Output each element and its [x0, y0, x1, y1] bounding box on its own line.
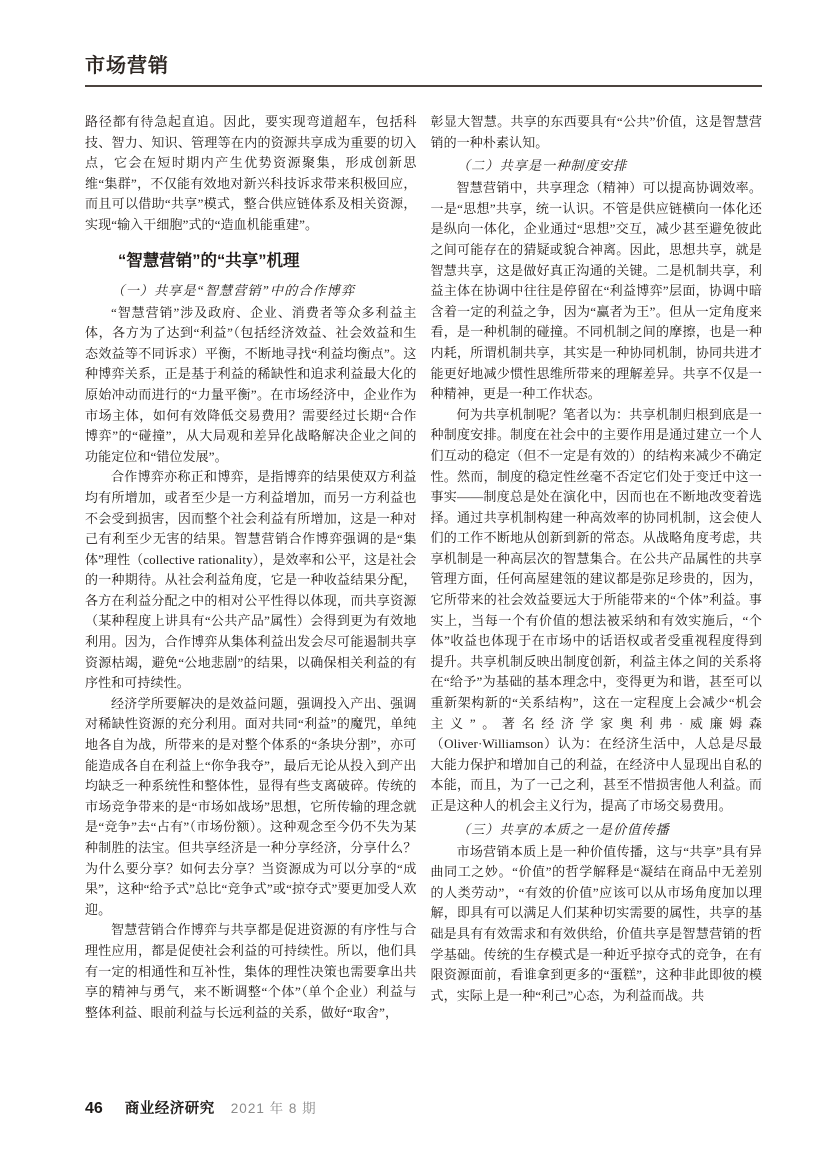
paragraph: 经济学所要解决的是效益问题，强调投入产出、强调对稀缺性资源的充分利用。面对共同“利益”的魔咒，单纯地各自为战，所带来的是对整个体系的“条块分割”，亦可能造成各自在利益上“你争我夺”，最后无论从投入到产出均缺乏一种系统性和整体性，显得有些支离破碎。传统的市场竞争带来的是“市场如战场”思想，它所传输的理念就是“竞争”去“占有”（市场份额）。这种观念至今仍不失为某种制胜的法宝。但共享经济是一种分享经济，分享什么？为什么要分享？如何去分享？当资源成为可以分享的“成果”，这种“给予式”总比“竞争式”或“掠夺式”要更加受人欢迎。 [85, 695, 417, 917]
section-heading: “智慧营销”的“共享”机理 [118, 251, 300, 270]
subsection-heading-1: （一）共享是“智慧营销”中的合作博弈 [111, 282, 356, 298]
page-header [85, 54, 762, 87]
subsection-heading-3: （三）共享的本质之一是价值传播 [456, 821, 670, 837]
paragraph: 何为共享机制呢？笔者以为：共享机制归根到底是一种制度安排。制度在社会中的主要作用是通过建立一个人们互动的稳定（但不一定是有效的）的结构来减少不确定性。然而，制度的稳定性丝毫不否定它们处于变迁中这一事实——制度总是处在演化中，因而也在不断地改变着选择。通过共享机制构建一种高效率的协同机制，这会使人们的工作不断地从创新到新的常态。从战略角度考虑，共享机制是一种高层次的智慧集合。在公共产品属性的共享管理方面，任何高屋建瓴的建议都是弥足珍贵的，因为，它所带来的社会效益要远大于所能带来的“个体”利益。事实上，当每一个有价值的想法被采纳和有效实施后，“个体”收益也体现于在市场中的话语权或者受重视程度得到提升。共享机制反映出制度创新，利益主体之间的关系将在“给予”为基础的基本理念中，变得更为和谐，甚至可以重新架构新的“关系结构”，这在一定程度上会减少“机会主义”。著名经济学家奥利弗·威廉姆森（Oliver·Williamson）认为：在经济生活中，人总是尽最大能力保护和增加自己的利益，在经济中人显现出自私的本能，而且，为了一己之利，甚至不惜损害他人利益。而正是这种人的机会主义行为，提高了市场交易费用。 [430, 406, 762, 813]
paragraph: 市场营销本质上是一种价值传播，这与“共享”具有异曲同工之妙。“价值”的哲学解释是“凝结在商品中无差别的人类劳动”，“有效的价值”应该可以从市场角度加以理解，即具有可以满足人们某种切实需要的属性，共享的基础是具有有效需求和有效供给，价值共享是智慧营销的哲学基础。传统的生存模式是一种近乎掠夺式的竞争，在有限资源面前，看谁拿到更多的“蛋糕”，这种非此即彼的模式，实际上是一种“利己”心态，为利益而战。共 [430, 843, 762, 1003]
page-footer [85, 1097, 317, 1118]
paragraph: “智慧营销”涉及政府、企业、消费者等众多利益主体，各方为了达到“利益”（包括经济效益、社会效益和生态效益等不同诉求）平衡，不断地寻找“利益均衡点”。这种博弈关系，正是基于利益的稀缺性和追求利益最大化的原始冲动而进行的“力量平衡”。在市场经济中，企业作为市场主体，如何有效降低交易费用？需要经过长期“合作博弈”的“碰撞”，从大局观和差异化战略解决企业之间的功能定位和“错位发展”。 [85, 304, 417, 464]
issue-info: 2021 年 8 期 [230, 1101, 317, 1116]
subsection-heading-2: （二）共享是一种制度安排 [456, 158, 628, 174]
section-label: 市场营销 [85, 55, 169, 77]
paragraph-continuation: 路径都有待急起直追。因此，要实现弯道超车，包括科技、智力、知识、管理等在内的资源共享成为重要的切入点，它会在短时期内产生优势资源聚集，形成创新思维“集群”，不仅能有效地对新兴科技诉求带来积极回应，而且可以借助“共享”模式，整合供应链体系及相关资源，实现“输入干细胞”式的“造血机能重建”。 [85, 114, 417, 232]
paragraph-continuation: 彰显大智慧。共享的东西要具有“公共”价值，这是智慧营销的一种朴素认知。 [430, 114, 762, 150]
journal-name: 商业经济研究 [124, 1101, 215, 1117]
paragraph: 智慧营销中，共享理念（精神）可以提高协调效率。一是“思想”共享，统一认识。不管是供应链横向一体化还是纵向一体化，企业通过“思想”交互，减少甚至避免彼此之间可能存在的猜疑或貌合神离。因此，思想共享，就是智慧共享，这是做好真正沟通的关键。二是机制共享，利益主体在协调中往往是停留在“利益博弈”层面，协调中暗含着一定的利益之争，因为“赢者为王”。但从一定角度来看，是一种机制的碰撞。不同机制之间的摩擦，也是一种内耗，所谓机制共享，其实是一种协同机制，协同共进才能更好地减少惯性思维所带来的理解差异。共享不仅是一种精神，更是一种工作状态。 [430, 180, 762, 402]
article-body [85, 112, 762, 1023]
right-column [431, 112, 763, 1023]
left-column [85, 112, 417, 1023]
page-number: 46 [85, 1100, 103, 1117]
paragraph: 智慧营销合作博弈与共享都是促进资源的有序性与合理性应用，都是促使社会利益的可持续性。所以，他们具有一定的相通性和互补性，集体的理性决策也需要拿出共享的精神与勇气，来不断调整“个体”（单个企业）利益与整体利益、眼前利益与长远利益的关系，做好“取舍”， [85, 922, 417, 1020]
header-rule [85, 85, 762, 87]
paragraph: 合作博弈亦称正和博弈，是指博弈的结果使双方利益均有所增加，或者至少是一方利益增加，而另一方利益也不会受到损害，因而整个社会利益有所增加，这是一种对己有利至少无害的结果。智慧营销合作博弈强调的是“集体”理性（collective rationality），是效率和公平，这是社会的一种期待。从社会利益角度，它是一种收益结果分配，各方在利益分配之中的相对公平性得以体现，而共享资源（某种程度上讲具有“公共产品”属性）会得到更为有效地利用。因为，合作博弈从集体利益出发会尽可能遏制共享资源枯竭，避免“公地悲剧”的结果，以确保相关利益的有序性和可持续性。 [85, 469, 417, 691]
